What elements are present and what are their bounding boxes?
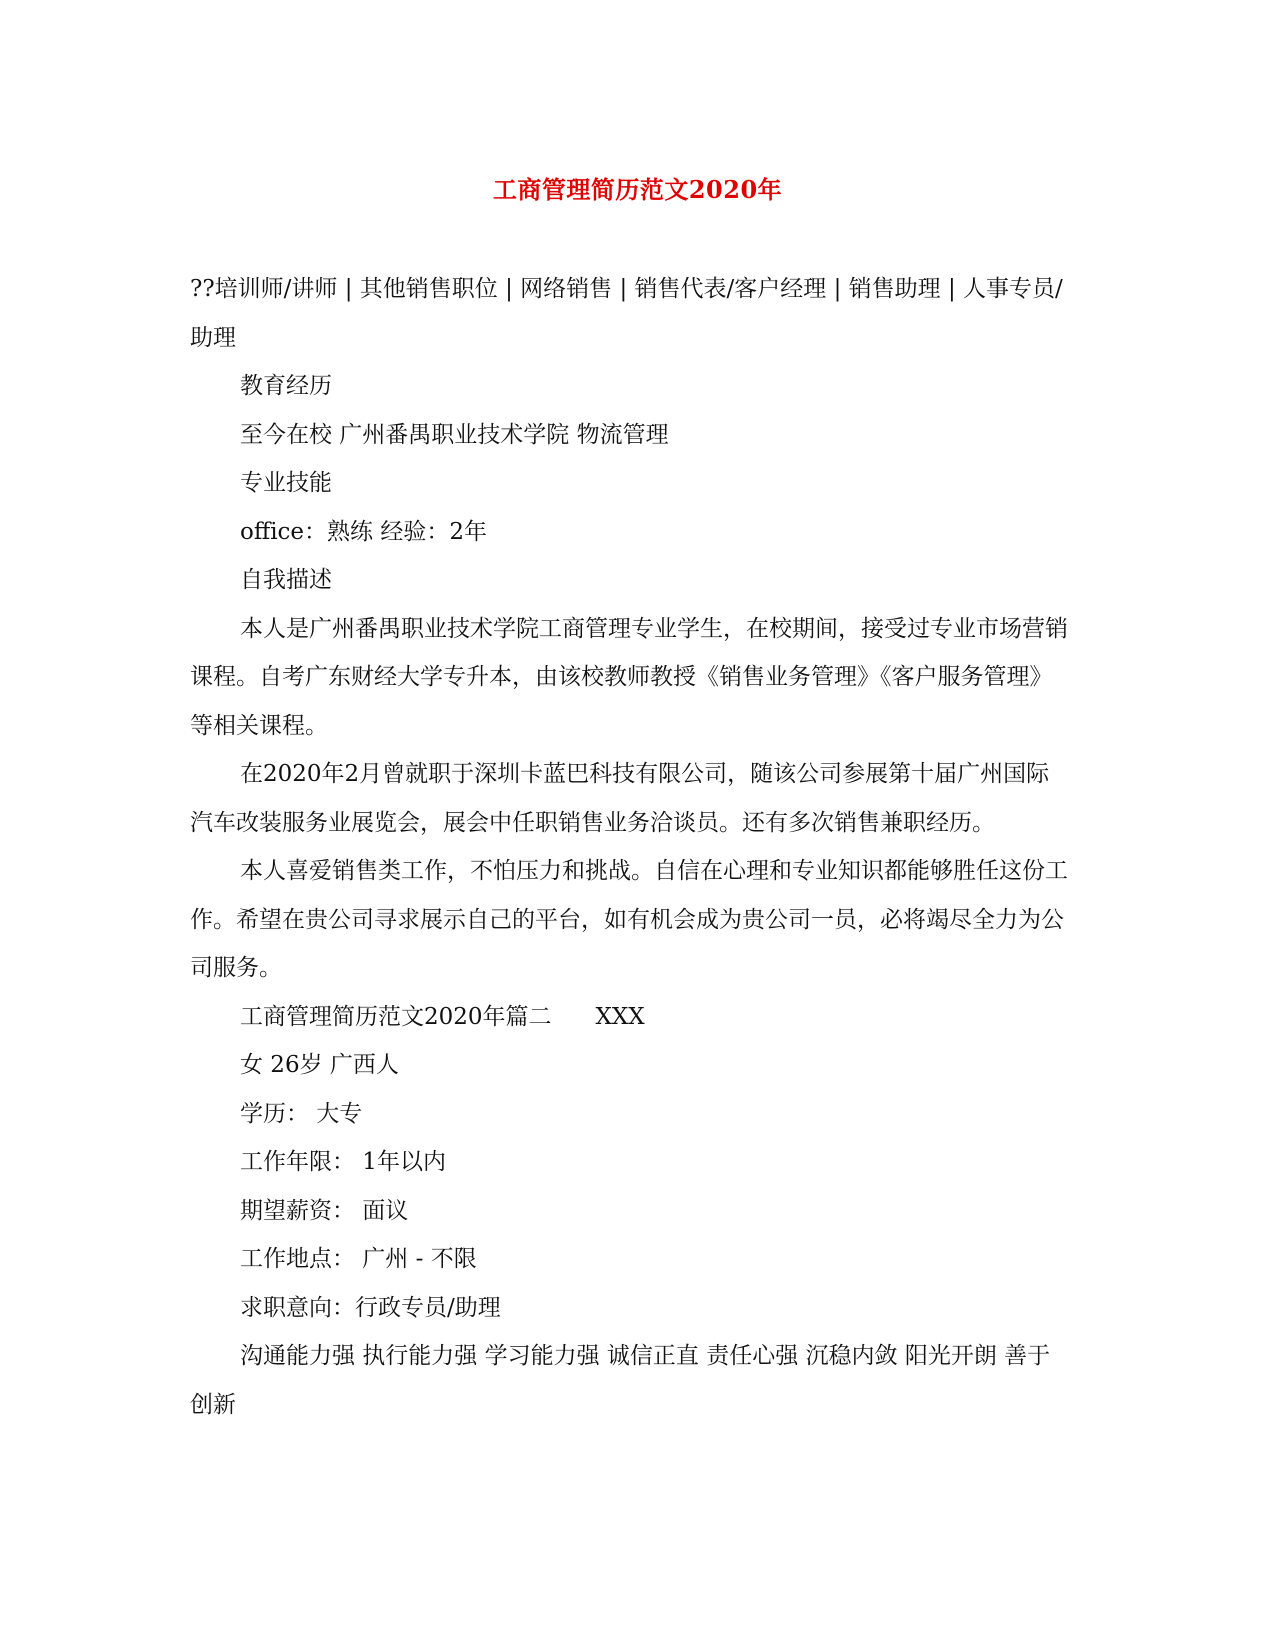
- work-experience-paragraph: 在2020年2月曾就职于深圳卡蓝巴科技有限公司，随该公司参展第十届广州国际汽车改装服务业展览会，展会中任职销售业务洽谈员。还有多次销售兼职经历。: [190, 761, 1050, 836]
- candidate-name: XXX: [595, 1003, 645, 1030]
- education-entry: 至今在校 广州番禺职业技术学院 物流管理: [240, 421, 669, 448]
- self-description-paragraph: 本人是广州番禺职业技术学院工商管理专业学生，在校期间，接受过专业市场营销课程。自考广东财经大学专升本，由该校教师教授《销售业务管理》《客户服务管理》等相关课程。: [190, 615, 1068, 739]
- section2-heading-line: [190, 993, 1070, 1042]
- skills-entry: office：熟练 经验：2年: [240, 518, 487, 545]
- personal-info: 女 26岁 广西人: [240, 1052, 399, 1078]
- job-intention: 求职意向：行政专员/助理: [240, 1294, 501, 1321]
- personal-traits: 沟通能力强 执行能力强 学习能力强 诚信正直 责任心强 沉稳内敛 阳光开朗 善于创新: [190, 1343, 1051, 1418]
- skills-heading: 专业技能: [240, 470, 332, 496]
- education-level: 学历： 大专: [240, 1100, 363, 1127]
- expected-salary: 期望薪资： 面议: [240, 1197, 409, 1224]
- career-goal-paragraph: 本人喜爱销售类工作，不怕压力和挑战。自信在心理和专业知识都能够胜任这份工作。希望在贵公司寻求展示自己的平台，如有机会成为贵公司一员，必将竭尽全力为公司服务。: [190, 858, 1068, 981]
- section2-heading: 工商管理简历范文2020年篇二: [240, 1003, 552, 1030]
- document-body: [190, 265, 1070, 1429]
- document-title: 工商管理简历范文2020年: [492, 175, 783, 204]
- self-description-heading: 自我描述: [240, 567, 332, 593]
- work-years: 工作年限： 1年以内: [240, 1149, 446, 1175]
- job-categories-line: ??培训师/讲师 | 其他销售职位 | 网络销售 | 销售代表/客户经理 | 销售助理 | 人事专员/助理: [190, 276, 1063, 351]
- work-location: 工作地点： 广州 - 不限: [240, 1246, 477, 1272]
- education-heading: 教育经历: [240, 373, 332, 399]
